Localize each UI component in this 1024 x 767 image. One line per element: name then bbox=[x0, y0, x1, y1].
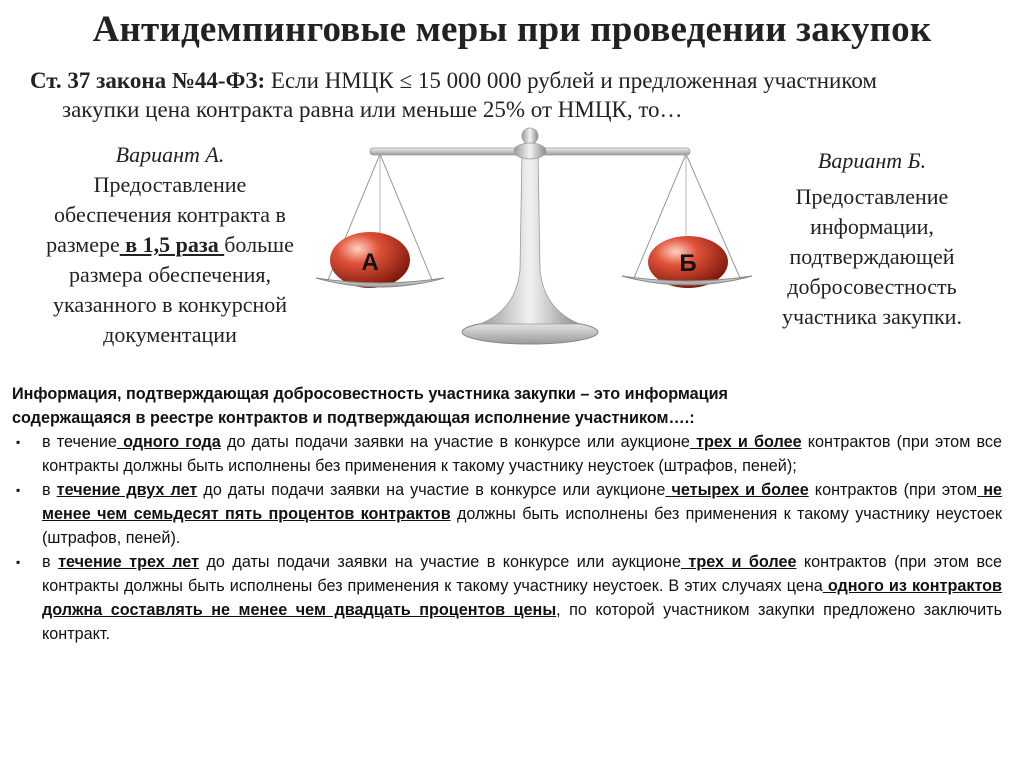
info-section bbox=[12, 382, 1002, 646]
variant-a-line: Предоставление bbox=[93, 172, 247, 197]
scale-column bbox=[480, 150, 580, 324]
variant-a-pre: размере bbox=[46, 232, 120, 257]
bullet-text: контрактов (при этом bbox=[808, 481, 978, 499]
bullet-marker: ▪ bbox=[16, 483, 21, 497]
info-heading-line1: Информация, подтверждающая добросовестность участника закупки – это информация bbox=[12, 385, 728, 403]
bullet-text: контрактов (при этом все контракты должны быть исполнены без применения к такому участнику неустоек. В этих случаях цена bbox=[42, 553, 1002, 595]
bullet-marker: ▪ bbox=[16, 555, 21, 569]
bullet-marker: ▪ bbox=[16, 435, 21, 449]
variant-a-line bbox=[10, 230, 330, 260]
bullet-text: до даты подачи заявки на участие в конкурсе или аукционе bbox=[220, 433, 690, 451]
variant-b-block bbox=[752, 146, 992, 332]
bullet-emphasis: трех и более bbox=[689, 433, 802, 451]
variant-a-heading: Вариант А. bbox=[115, 142, 225, 167]
bullet-text: в bbox=[42, 481, 57, 499]
variant-a-line: обеспечения контракта в bbox=[54, 202, 286, 227]
law-text-line2: закупки цена контракта равна или меньше 25% от НМЦК, то… bbox=[62, 97, 683, 122]
page-title: Антидемпинговые меры при проведении закупок bbox=[92, 9, 932, 50]
bullet-text: контрактов (при этом все контракты должны быть исполнены без применения к такому участнику неустоек (штрафов, пеней); bbox=[42, 433, 1003, 475]
variant-b-heading: Вариант Б. bbox=[817, 148, 927, 173]
law-article: Ст. 37 закона №44-ФЗ: bbox=[30, 68, 266, 93]
list-item bbox=[12, 430, 1002, 478]
bullet-text: до даты подачи заявки на участие в конкурсе или аукционе bbox=[197, 481, 666, 499]
info-heading-line2: содержащаяся в реестре контрактов и подтверждающая исполнение участником….: bbox=[12, 409, 695, 427]
balance-scale-illustration bbox=[300, 120, 760, 360]
variant-b-line: Предоставление bbox=[795, 184, 949, 209]
variant-a-line: размера обеспечения, bbox=[68, 262, 272, 287]
list-item bbox=[12, 550, 1002, 646]
bullet-emphasis: течение двух лет bbox=[56, 481, 198, 499]
law-statement bbox=[30, 66, 990, 124]
bullet-text: должны быть исполнены без применения к такому участнику неустоек (штрафов, пеней). bbox=[42, 505, 1002, 547]
scale-knob bbox=[522, 128, 538, 144]
info-bullet-list bbox=[12, 430, 1002, 646]
bullet-text: до даты подачи заявки на участие в конкурсе или аукционе bbox=[199, 553, 681, 571]
scale-beam-center bbox=[514, 143, 546, 159]
variant-b-line: информации, bbox=[810, 214, 934, 239]
bullet-text: в bbox=[42, 553, 59, 571]
bullet-text: , по которой участником закупки предложено заключить контракт. bbox=[42, 601, 1003, 643]
law-text-line1: Если НМЦК ≤ 15 000 000 рублей и предложенная участником bbox=[265, 68, 877, 93]
variant-b-line: добросовестность bbox=[787, 274, 957, 299]
bullet-emphasis: не менее чем семьдесят пять процентов контрактов bbox=[42, 481, 1002, 523]
variant-a-line: указанного в конкурсной bbox=[52, 292, 288, 317]
variant-b-line: подтверждающей bbox=[789, 244, 955, 269]
bullet-emphasis: одного из контрактов должна составлять не менее чем двадцать процентов цены bbox=[42, 577, 1002, 619]
bullet-text: в течение bbox=[42, 433, 117, 451]
bullet-emphasis: четырех и более bbox=[665, 481, 809, 499]
right-ball-label: Б bbox=[679, 250, 697, 277]
bullet-emphasis: течение трех лет bbox=[58, 553, 200, 571]
variant-b-line: участника закупки. bbox=[782, 304, 962, 329]
bullet-emphasis: трех и более bbox=[680, 553, 797, 571]
variant-a-emphasis: в 1,5 раза bbox=[119, 232, 225, 257]
variant-a-line: документации bbox=[103, 322, 237, 347]
variant-a-block bbox=[10, 140, 330, 350]
variant-a-post: больше bbox=[224, 232, 294, 257]
bullet-emphasis: одного года bbox=[116, 433, 221, 451]
left-ball-label: А bbox=[361, 249, 379, 276]
list-item bbox=[12, 478, 1002, 550]
